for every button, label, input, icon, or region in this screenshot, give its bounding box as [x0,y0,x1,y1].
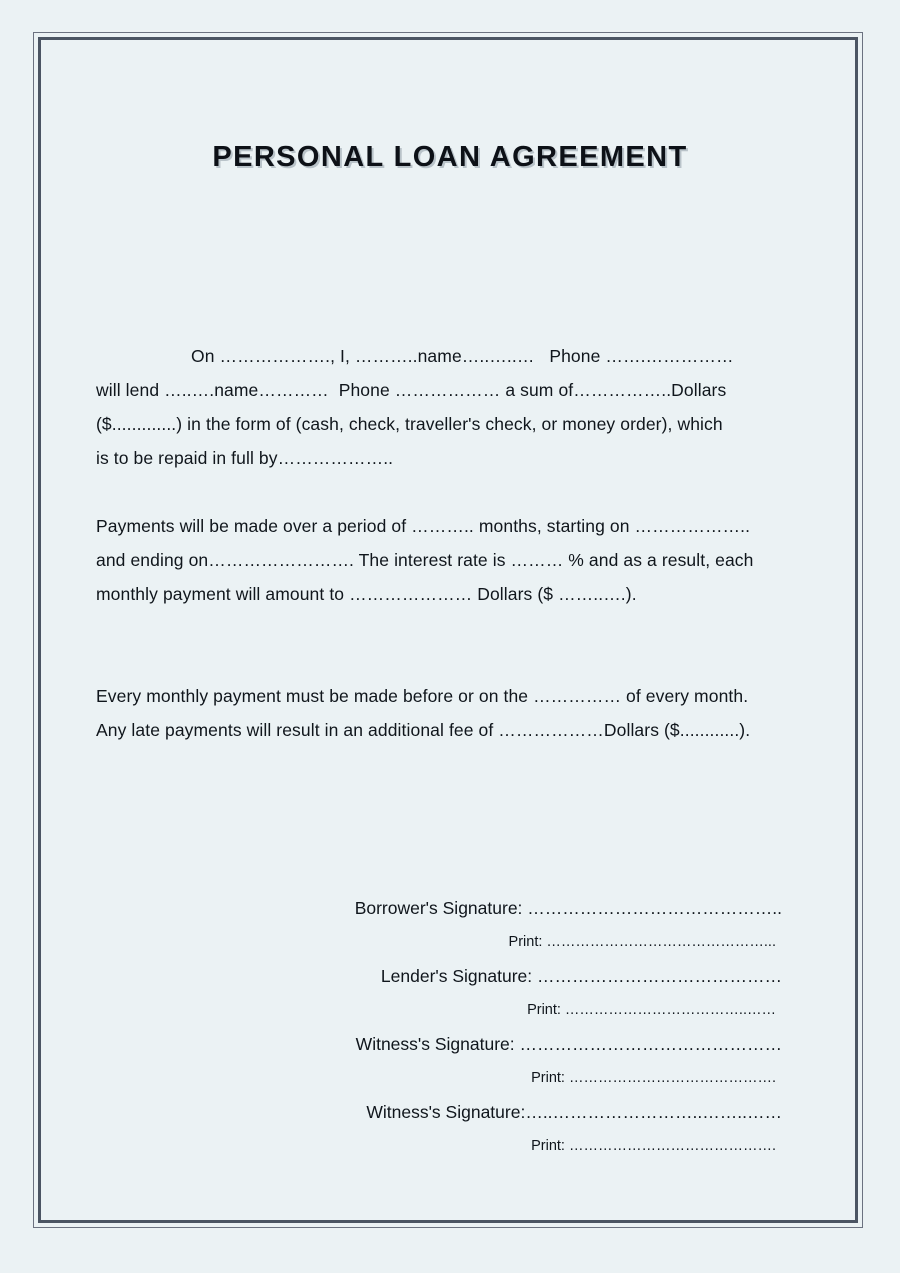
print-name-line[interactable]: Print: ……………………………………. [531,1138,776,1154]
signature-block [96,891,782,1163]
paragraph-loan-terms [96,339,796,475]
print-name-line[interactable]: Print: ……………………………………. [531,1070,776,1086]
page-title: PERSONAL LOAN AGREEMENT [212,141,688,173]
paragraph-line: and ending on……………………. The interest rate is ……… % and as a result, each [96,550,754,570]
paragraph-line: Payments will be made over a period of ……….. months, starting on ……………….. [96,516,751,536]
paragraph-payment-schedule [96,509,796,611]
paragraph-late-fees [96,679,796,747]
signature-line[interactable]: Witness's Signature:…..……………………..……..…… [366,1102,782,1122]
paragraph-line: monthly payment will amount to ………………… Dollars ($ ……..….). [96,584,637,604]
paragraph-line: Every monthly payment must be made before or on the …………… of every month. [96,686,749,706]
print-name-line[interactable]: Print: ………………………………………... [508,934,776,950]
signature-line[interactable]: Witness's Signature: ……………………………………… [355,1034,782,1054]
signature-line[interactable]: Borrower's Signature: …………………………………….. [354,898,782,918]
print-name-line[interactable]: Print: ………………………………..…… [527,1002,776,1018]
signature-line[interactable]: Lender's Signature: …………………………………… [380,966,782,986]
paragraph-line: On ………………., I, ………..name…..…..… Phone …….…………… [191,346,734,366]
paragraph-line: ($.............) in the form of (cash, check, traveller's check, or money order), which [96,414,723,434]
paragraph-line: is to be repaid in full by……………….. [96,448,394,468]
paragraph-line: will lend …..….name………… Phone ……………… a sum of……………..Dollars [96,380,727,400]
paragraph-line: Any late payments will result in an additional fee of ………………Dollars ($............). [96,720,751,740]
